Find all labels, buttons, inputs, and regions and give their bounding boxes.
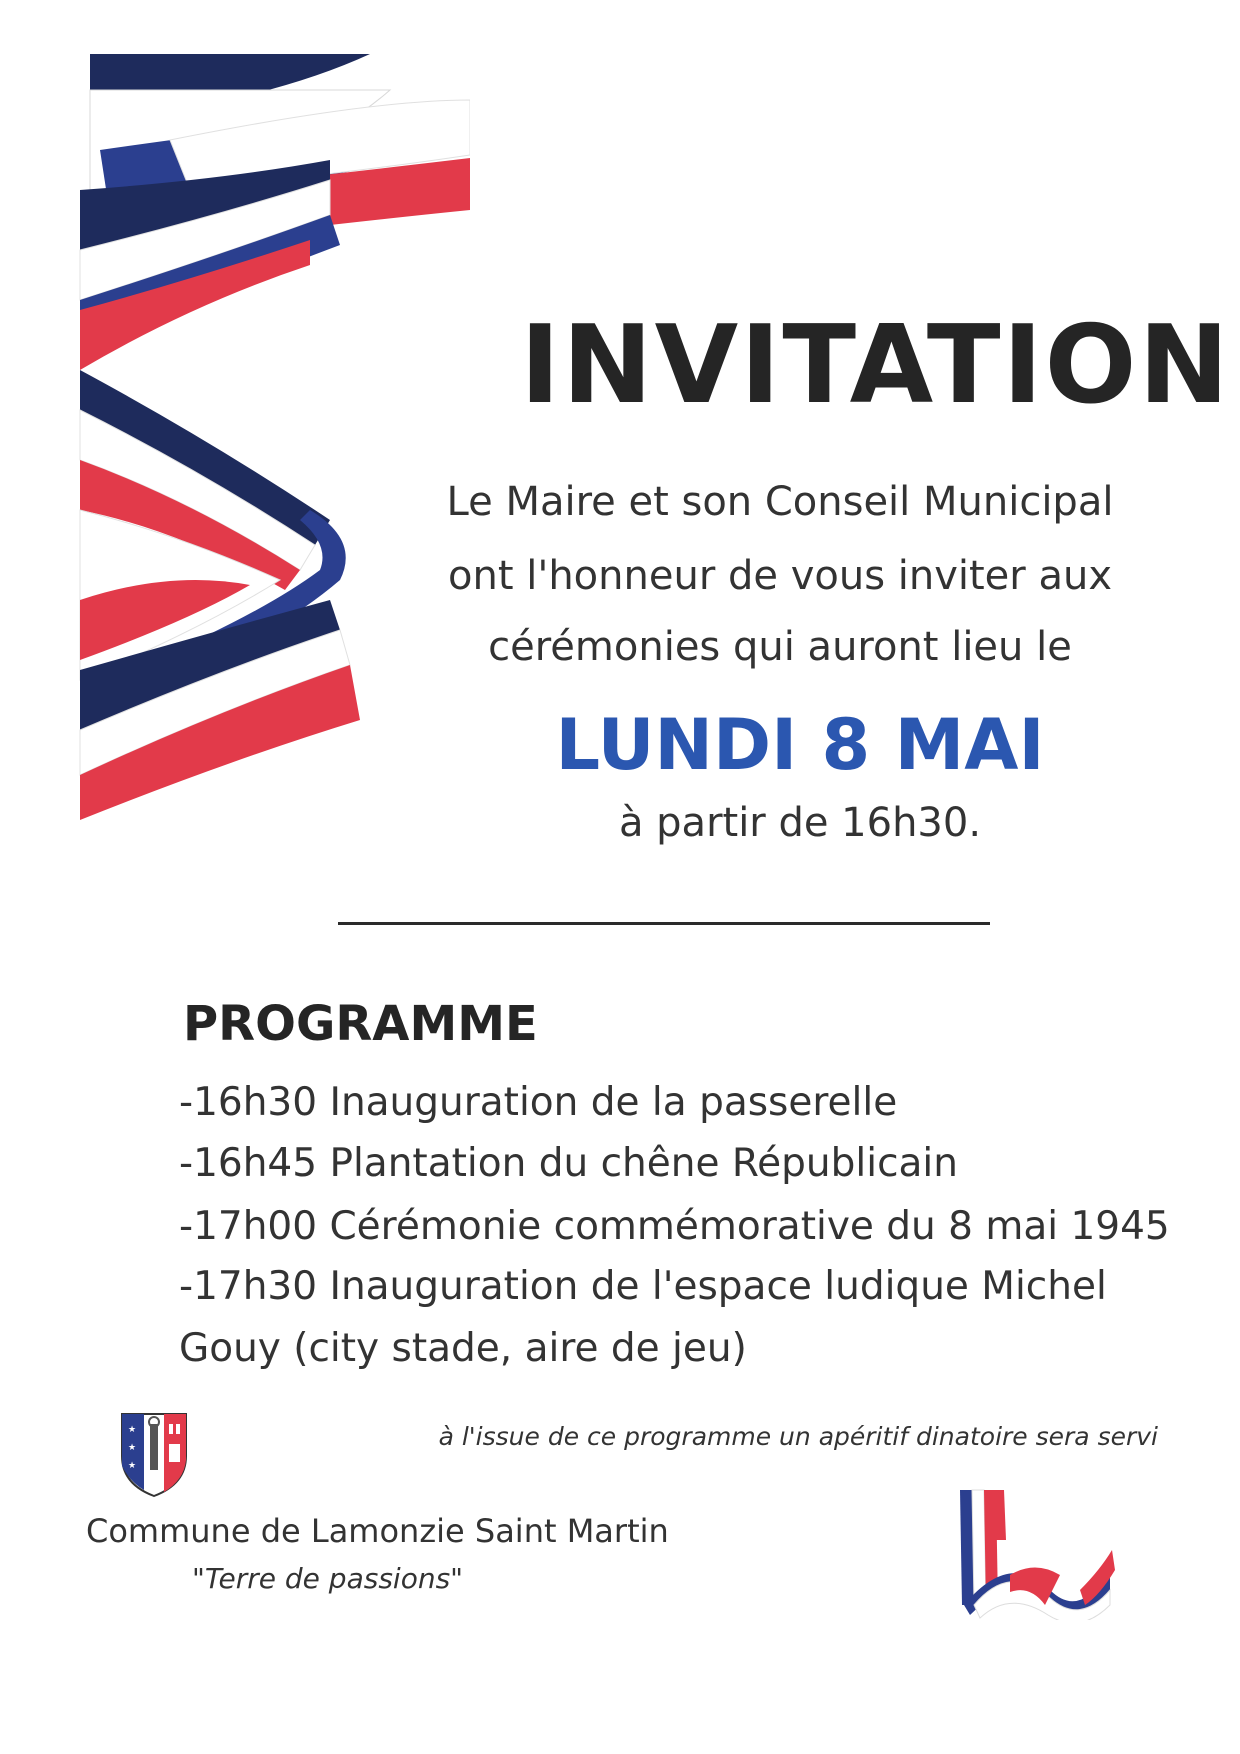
- svg-text:★: ★: [128, 1425, 137, 1435]
- commune-motto: "Terre de passions": [192, 1562, 464, 1595]
- tricolor-ribbon-icon: [70, 40, 470, 860]
- programme-item: -17h00 Cérémonie commémorative du 8 mai 1945: [179, 1204, 1170, 1249]
- event-time: à partir de 16h30.: [618, 800, 982, 846]
- programme-item: -16h30 Inauguration de la passerelle: [179, 1080, 898, 1125]
- programme-item: -17h30 Inauguration de l'espace ludique Michel: [179, 1264, 1107, 1309]
- event-date: LUNDI 8 MAI: [555, 704, 1045, 786]
- small-tricolor-ribbon-icon: [950, 1480, 1118, 1620]
- programme-item: Gouy (city stade, aire de jeu): [179, 1326, 747, 1371]
- intro-line: cérémonies qui auront lieu le: [488, 624, 1072, 670]
- invitation-title: INVITATION: [520, 303, 1231, 428]
- svg-text:★: ★: [128, 1461, 137, 1471]
- coat-of-arms-icon: [118, 1410, 190, 1498]
- svg-text:★: ★: [128, 1443, 137, 1453]
- intro-line: Le Maire et son Conseil Municipal: [446, 479, 1114, 525]
- intro-line: ont l'honneur de vous inviter aux: [448, 553, 1112, 599]
- commune-name: Commune de Lamonzie Saint Martin: [86, 1512, 669, 1550]
- programme-item: -16h45 Plantation du chêne Républicain: [179, 1141, 958, 1186]
- aperitif-note: à l'issue de ce programme un apéritif dinatoire sera servi: [438, 1422, 1158, 1451]
- programme-title: PROGRAMME: [183, 996, 538, 1052]
- divider: [338, 922, 990, 925]
